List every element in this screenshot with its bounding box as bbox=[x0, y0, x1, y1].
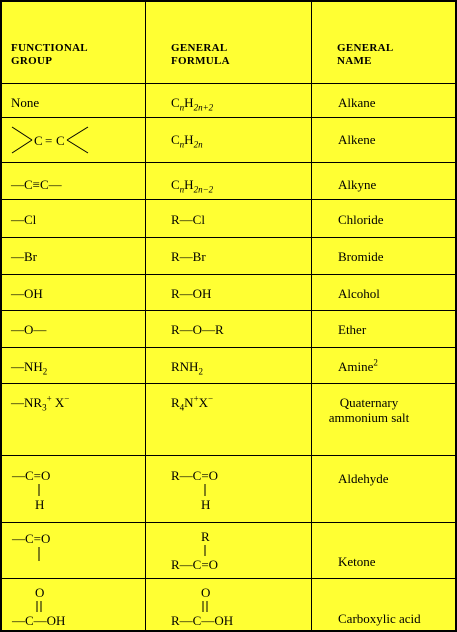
aldehyde-formula-structure bbox=[167, 464, 287, 514]
name-cell: Alcohol bbox=[338, 286, 380, 301]
formula-text: R bbox=[171, 395, 180, 410]
row-divider bbox=[2, 522, 455, 523]
row-divider bbox=[2, 383, 455, 384]
formula-text: H bbox=[184, 132, 194, 147]
formula-text: H bbox=[184, 177, 194, 192]
formula-subscript: 2n−2 bbox=[193, 184, 214, 195]
row-divider bbox=[2, 310, 455, 311]
column-divider bbox=[145, 2, 146, 630]
group-cell bbox=[11, 359, 48, 377]
struct-text: H bbox=[201, 497, 211, 512]
name-cell: Ketone bbox=[338, 554, 376, 569]
name-cell: Chloride bbox=[338, 212, 384, 227]
group-cell: —O— bbox=[11, 322, 47, 337]
group-superscript: + bbox=[46, 393, 52, 404]
group-cell: None bbox=[11, 95, 40, 110]
functional-group-table bbox=[2, 2, 455, 630]
name-cell: Aldehyde bbox=[338, 471, 389, 486]
formula-cell: R—Br bbox=[171, 249, 206, 264]
formula-text: N bbox=[184, 395, 194, 410]
alkene-carbon-right: C bbox=[56, 133, 65, 148]
formula-superscript: + bbox=[193, 393, 199, 404]
group-text: —NR bbox=[11, 395, 43, 410]
formula-text: C bbox=[171, 132, 180, 147]
formula-subscript: 4 bbox=[179, 402, 185, 413]
row-divider bbox=[2, 578, 455, 579]
group-cell: —Br bbox=[11, 249, 37, 264]
row-divider bbox=[2, 455, 455, 456]
row-divider bbox=[2, 237, 455, 238]
struct-text: O bbox=[201, 585, 211, 600]
formula-cell bbox=[171, 359, 203, 377]
struct-text: R—C=O bbox=[171, 468, 219, 483]
header-line: FORMULA bbox=[171, 55, 230, 67]
formula-cell: R—OH bbox=[171, 286, 212, 301]
name-cell: Carboxylic acid bbox=[338, 611, 421, 626]
header-line: GENERAL bbox=[171, 42, 228, 54]
struct-text: —C=O bbox=[12, 468, 51, 483]
formula-text: H bbox=[184, 95, 194, 110]
header-line: FUNCTIONAL bbox=[11, 42, 88, 54]
formula-subscript: n bbox=[179, 184, 185, 195]
alkene-carbon-left: C bbox=[34, 133, 43, 148]
formula-subscript: 2n+2 bbox=[193, 102, 214, 113]
ketone-formula-structure bbox=[167, 527, 287, 575]
formula-cell bbox=[171, 177, 214, 195]
header-functional-group bbox=[11, 42, 88, 68]
group-subscript: 2 bbox=[42, 366, 48, 377]
column-divider bbox=[311, 2, 312, 630]
row-divider bbox=[2, 117, 455, 118]
struct-text: R bbox=[201, 529, 210, 544]
row-divider bbox=[2, 83, 455, 84]
header-general-formula bbox=[171, 42, 230, 68]
row-divider bbox=[2, 162, 455, 163]
formula-text: C bbox=[171, 95, 180, 110]
group-cell: —OH bbox=[11, 286, 43, 301]
formula-text: C bbox=[171, 177, 180, 192]
formula-subscript: n bbox=[179, 102, 185, 113]
name-cell: Alkane bbox=[338, 95, 376, 110]
row-divider bbox=[2, 199, 455, 200]
name-cell: Alkyne bbox=[338, 177, 377, 192]
aldehyde-group-structure bbox=[8, 464, 118, 514]
footnote-marker: 2 bbox=[373, 357, 378, 368]
group-subscript: 3 bbox=[42, 402, 47, 413]
struct-text: R—C—OH bbox=[171, 613, 234, 628]
header-line: GENERAL bbox=[337, 42, 394, 54]
struct-text: —C=O bbox=[12, 531, 51, 546]
struct-text: H bbox=[35, 497, 45, 512]
formula-text: RNH bbox=[171, 359, 199, 374]
formula-subscript: 2n bbox=[193, 139, 203, 150]
formula-text: X bbox=[198, 395, 209, 410]
name-cell: Quaternary ammonium salt bbox=[328, 395, 410, 425]
header-line: NAME bbox=[337, 55, 372, 67]
struct-text: —C—OH bbox=[12, 613, 66, 628]
group-text: X bbox=[54, 395, 65, 410]
group-cell bbox=[11, 393, 70, 413]
name-cell: Ether bbox=[338, 322, 367, 337]
name-cell bbox=[338, 359, 378, 374]
header-line: GROUP bbox=[11, 55, 53, 67]
formula-subscript: 2 bbox=[198, 366, 203, 377]
row-divider bbox=[2, 274, 455, 275]
alkene-double-bond: = bbox=[45, 133, 53, 148]
group-superscript: − bbox=[64, 393, 70, 404]
header-general-name bbox=[337, 42, 394, 68]
group-text: —NH bbox=[11, 359, 43, 374]
name-text: Amine bbox=[338, 359, 374, 374]
formula-cell: R—Cl bbox=[171, 212, 205, 227]
formula-cell bbox=[171, 132, 203, 150]
struct-text: R—C=O bbox=[171, 557, 219, 572]
ketone-group-structure bbox=[8, 527, 118, 573]
row-divider bbox=[2, 347, 455, 348]
formula-superscript: − bbox=[208, 393, 214, 404]
group-cell: —Cl bbox=[11, 212, 37, 227]
carboxylic-group-structure bbox=[8, 581, 128, 629]
formula-subscript: n bbox=[179, 139, 185, 150]
carboxylic-formula-structure bbox=[167, 581, 297, 629]
alkene-structure-icon bbox=[8, 123, 98, 157]
group-cell: —C≡C— bbox=[11, 177, 62, 192]
struct-text: O bbox=[35, 585, 45, 600]
name-cell: Bromide bbox=[338, 249, 384, 264]
formula-cell: R—O—R bbox=[171, 322, 224, 337]
name-cell: Alkene bbox=[338, 132, 376, 147]
formula-cell bbox=[171, 393, 214, 413]
formula-cell bbox=[171, 95, 214, 113]
